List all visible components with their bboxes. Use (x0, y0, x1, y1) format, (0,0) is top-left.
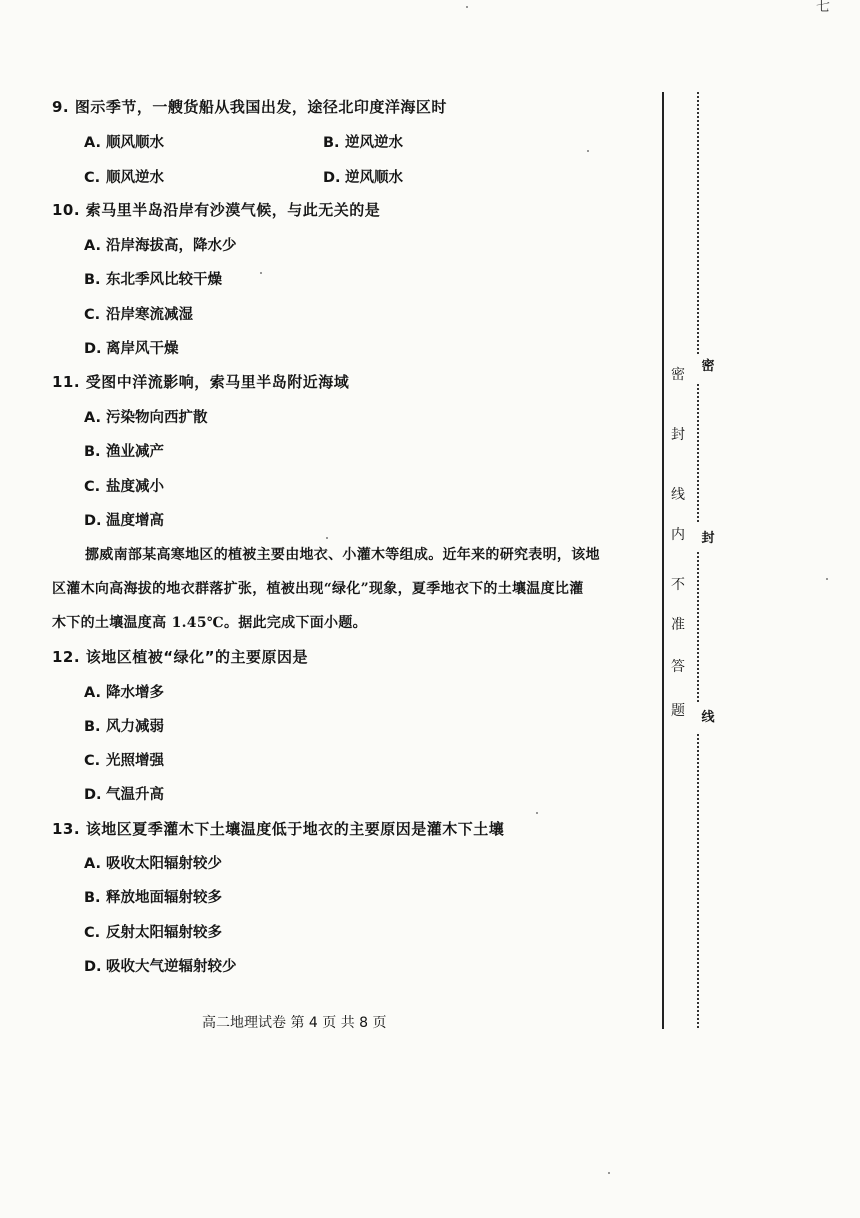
q9-option-a[interactable] (84, 131, 164, 152)
q10-option-c[interactable] (84, 303, 193, 324)
option-text: 沿岸寒流减湿 (106, 307, 193, 323)
seal-char: 密 (671, 367, 685, 383)
option-text: 吸收大气逆辐射较少 (106, 959, 237, 975)
option-text: 离岸风干燥 (106, 341, 179, 357)
scan-speck (826, 578, 828, 580)
seal-dotted-line (697, 384, 699, 522)
scan-speck (260, 272, 262, 274)
option-text: 东北季风比较干燥 (106, 272, 222, 288)
option-label: A. (84, 238, 101, 254)
q11-option-b[interactable] (84, 440, 164, 461)
option-label: D. (84, 341, 102, 357)
q12-option-b[interactable] (84, 715, 164, 736)
scan-speck (608, 1172, 610, 1174)
q12-option-c[interactable] (84, 749, 164, 770)
option-label: D. (323, 170, 341, 186)
scan-speck (466, 6, 468, 8)
seal-char: 题 (671, 703, 685, 719)
option-text: 吸收太阳辐射较少 (106, 856, 222, 872)
option-text: 反射太阳辐射较多 (106, 925, 222, 941)
scan-speck (587, 150, 589, 152)
question-10-stem: 10. 索马里半岛沿岸有沙漠气候，与此无关的是 (52, 201, 381, 219)
option-label: C. (84, 170, 101, 186)
q10-option-d[interactable] (84, 337, 179, 358)
option-text: 光照增强 (106, 753, 164, 769)
option-label: C. (84, 307, 101, 323)
seal-char: 不 (671, 577, 685, 593)
option-label: B. (84, 444, 101, 460)
option-label: C. (84, 753, 101, 769)
option-text: 污染物向西扩散 (106, 410, 208, 426)
option-text: 盐度减小 (106, 479, 164, 495)
scan-speck (326, 537, 328, 539)
page-footer: 高二地理试卷 第 4 页 共 8 页 (202, 1015, 387, 1031)
seal-char-on-line: 线 (701, 710, 715, 725)
option-text: 沿岸海拔高，降水少 (106, 238, 237, 254)
q13-option-c[interactable] (84, 921, 222, 942)
margin-rule (662, 92, 664, 1029)
option-label: C. (84, 479, 101, 495)
q12-option-d[interactable] (84, 783, 164, 804)
seal-char: 线 (671, 487, 685, 503)
option-label: A. (84, 685, 101, 701)
q13-option-d[interactable] (84, 955, 237, 976)
q13-option-a[interactable] (84, 852, 222, 873)
seal-char-on-line: 密 (701, 359, 715, 374)
option-text: 降水增多 (106, 685, 164, 701)
q11-option-c[interactable] (84, 475, 164, 496)
option-label: B. (84, 890, 101, 906)
option-label: C. (84, 925, 101, 941)
option-text: 逆风顺水 (345, 170, 403, 186)
q9-option-b[interactable] (323, 131, 403, 152)
option-text: 顺风顺水 (106, 135, 164, 151)
passage-line-3: 木下的土壤温度高 1.45℃。据此完成下面小题。 (52, 615, 367, 631)
option-text: 气温升高 (106, 787, 164, 803)
passage-line-1: 挪威南部某高寒地区的植被主要由地衣、小灌木等组成。近年来的研究表明，该地 (85, 547, 600, 563)
seal-dotted-line (697, 734, 699, 1028)
option-text: 渔业减产 (106, 444, 164, 460)
question-12-stem: 12. 该地区植被“绿化”的主要原因是 (52, 648, 309, 666)
q10-option-b[interactable] (84, 268, 222, 289)
option-label: A. (84, 410, 101, 426)
scan-speck (536, 812, 538, 814)
question-13-stem: 13. 该地区夏季灌木下土壤温度低于地衣的主要原因是灌木下土壤 (52, 820, 505, 838)
seal-char-on-line: 封 (701, 531, 715, 546)
q11-option-a[interactable] (84, 406, 208, 427)
option-label: D. (84, 513, 102, 529)
option-text: 风力减弱 (106, 719, 164, 735)
option-text: 顺风逆水 (106, 170, 164, 186)
q11-option-d[interactable] (84, 509, 164, 530)
option-label: D. (84, 959, 102, 975)
seal-char: 封 (671, 427, 685, 443)
option-label: A. (84, 135, 101, 151)
q10-option-a[interactable] (84, 234, 237, 255)
seal-char: 答 (671, 659, 685, 675)
question-11-stem: 11. 受图中洋流影响，索马里半岛附近海域 (52, 373, 350, 391)
seal-char: 内 (671, 527, 685, 543)
q9-option-d[interactable] (323, 166, 403, 187)
q9-option-c[interactable] (84, 166, 164, 187)
option-label: D. (84, 787, 102, 803)
option-text: 逆风逆水 (345, 135, 403, 151)
seal-dotted-line (697, 92, 699, 354)
question-9-stem: 9. 图示季节，一艘货船从我国出发，途径北印度洋海区时 (52, 98, 447, 116)
q13-option-b[interactable] (84, 886, 222, 907)
option-label: B. (84, 719, 101, 735)
corner-mark: 七 (816, 0, 830, 15)
option-text: 释放地面辐射较多 (106, 890, 222, 906)
option-label: A. (84, 856, 101, 872)
option-label: B. (84, 272, 101, 288)
passage-line-2: 区灌木向高海拔的地衣群落扩张，植被出现“绿化”现象，夏季地衣下的土壤温度比灌 (52, 581, 584, 597)
seal-char: 准 (671, 617, 685, 633)
seal-dotted-line (697, 552, 699, 702)
option-label: B. (323, 135, 340, 151)
q12-option-a[interactable] (84, 681, 164, 702)
option-text: 温度增高 (106, 513, 164, 529)
